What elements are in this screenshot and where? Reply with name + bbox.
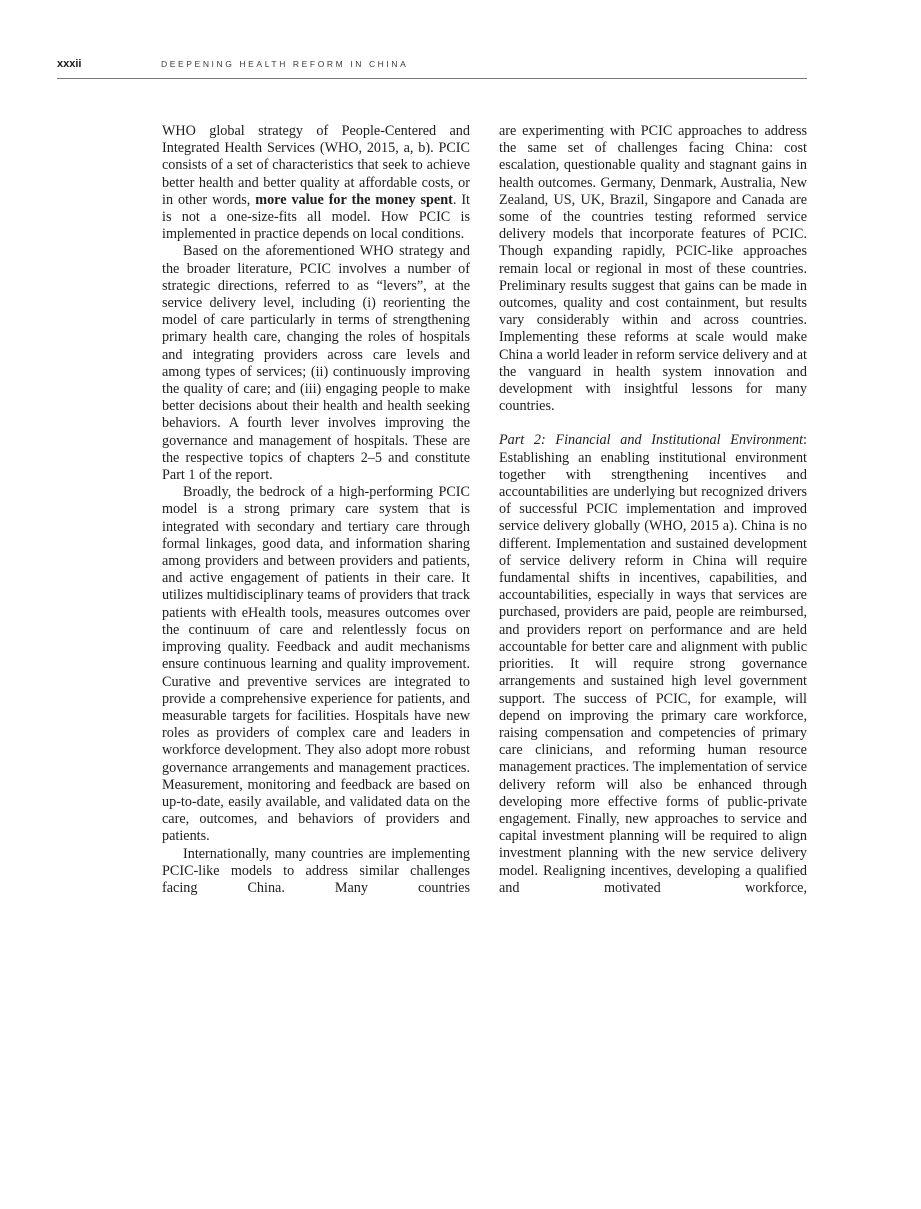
- page-number: xxxii: [57, 58, 82, 70]
- paragraph-text: WHO global strategy of People-Centered and Integrated Health Services (WHO, 2015, a, b). PCIC consists of a set of characteristics that seek to achieve better health and better quality at affordable costs, or in other words,: [162, 123, 470, 208]
- page-header: [57, 58, 807, 80]
- paragraph: Internationally, many countries are implementing PCIC-like models to address similar challenges facing China. Many countries: [162, 845, 470, 896]
- paragraph: [499, 432, 807, 896]
- paragraph: Based on the aforementioned WHO strategy and the broader literature, PCIC involves a number of strategic directions, referred to as “levers”, at the service delivery level, including (i) reorienting the model of care particularly in terms of strengthening primary health care, changing the roles of hospitals and integrating providers across care levels and among types of services; (ii) continuously improving the quality of care; and (iii) engaging people to make better decisions about their health and health seeking behaviors. A fourth lever involves improving the governance and management of hospitals. These are the respective topics of chapters 2–5 and constitute Part 1 of the report.: [162, 243, 470, 484]
- right-column: [499, 123, 807, 1133]
- paragraph: Broadly, the bedrock of a high-performing PCIC model is a strong primary care system that is integrated with secondary and tertiary care through formal linkages, good data, and information sharing among providers and between providers and patients, and active engagement of patients in their care. It utilizes multidisciplinary teams of providers that track patients with eHealth tools, measures outcomes over the continuum of care and relentlessly focus on improving quality. Feedback and audit mechanisms ensure continuous learning and quality improvement. Curative and preventive services are integrated to provide a comprehensive experience for patients, and measurable targets for facilities. Hospitals have new roles as providers of complex care and leaders in workforce development. They also adopt more robust governance arrangements and management practices. Measurement, monitoring and feedback are based on up-to-date, easily available, and validated data on the care, outcomes, and behaviors of providers and patients.: [162, 484, 470, 845]
- paragraph: are experimenting with PCIC approaches to address the same set of challenges facing China: cost escalation, questionable quality and stagnant gains in health outcomes. Germany, Denmark, Australia, New Zealand, US, UK, Brazil, Singapore and Canada are some of the countries testing reformed service delivery models that incorporate features of PCIC. Though expanding rapidly, PCIC-like approaches remain local or regional in most of these countries. Preliminary results suggest that gains can be made in outcomes, quality and cost containment, but results vary considerably within and across countries. Implementing these reforms at scale would make China a world leader in reform service delivery and at the vanguard in health system innovation and development with insightful lessons for many countries.: [499, 123, 807, 415]
- section-heading: Part 2: Financial and Institutional Environment: [499, 432, 804, 449]
- left-column: [162, 123, 470, 1133]
- paragraph-text: : Establishing an enabling institutional environment together with strengthening incentives and accountabilities are underlying but recognized drivers of successful PCIC implementation and improved service delivery globally (WHO, 2015 a). China is no different. Implementation and sustained development of service delivery reform in China will require fundamental shifts in incentives, capabilities, and accountabilities, especially in ways that services are purchased, providers are paid, people are reimbursed, and providers report on performance and are held accountable for better care and alignment with public priorities. It will require strong governance arrangements and sustained high level government support. The success of PCIC, for example, will depend on improving the primary care workforce, raising compensation and competencies of primary care clinicians, and reforming human resource management practices. The implementation of service delivery reform will also be enhanced through developing more effective forms of public-private engagement. Finally, new approaches to service and capital investment planning will be required to align investment planning with the new service delivery model. Realigning incentives, developing a qualified and motivated workforce,: [499, 432, 807, 896]
- header-rule: [57, 78, 807, 79]
- bold-phrase: more value for the money spent: [255, 191, 453, 208]
- running-title: DEEPENING HEALTH REFORM IN CHINA: [161, 59, 409, 69]
- paragraph: [162, 123, 470, 243]
- paragraph-text: . It is not a one-size-fits all model. How PCIC is implemented in practice depends on local conditions.: [162, 191, 470, 243]
